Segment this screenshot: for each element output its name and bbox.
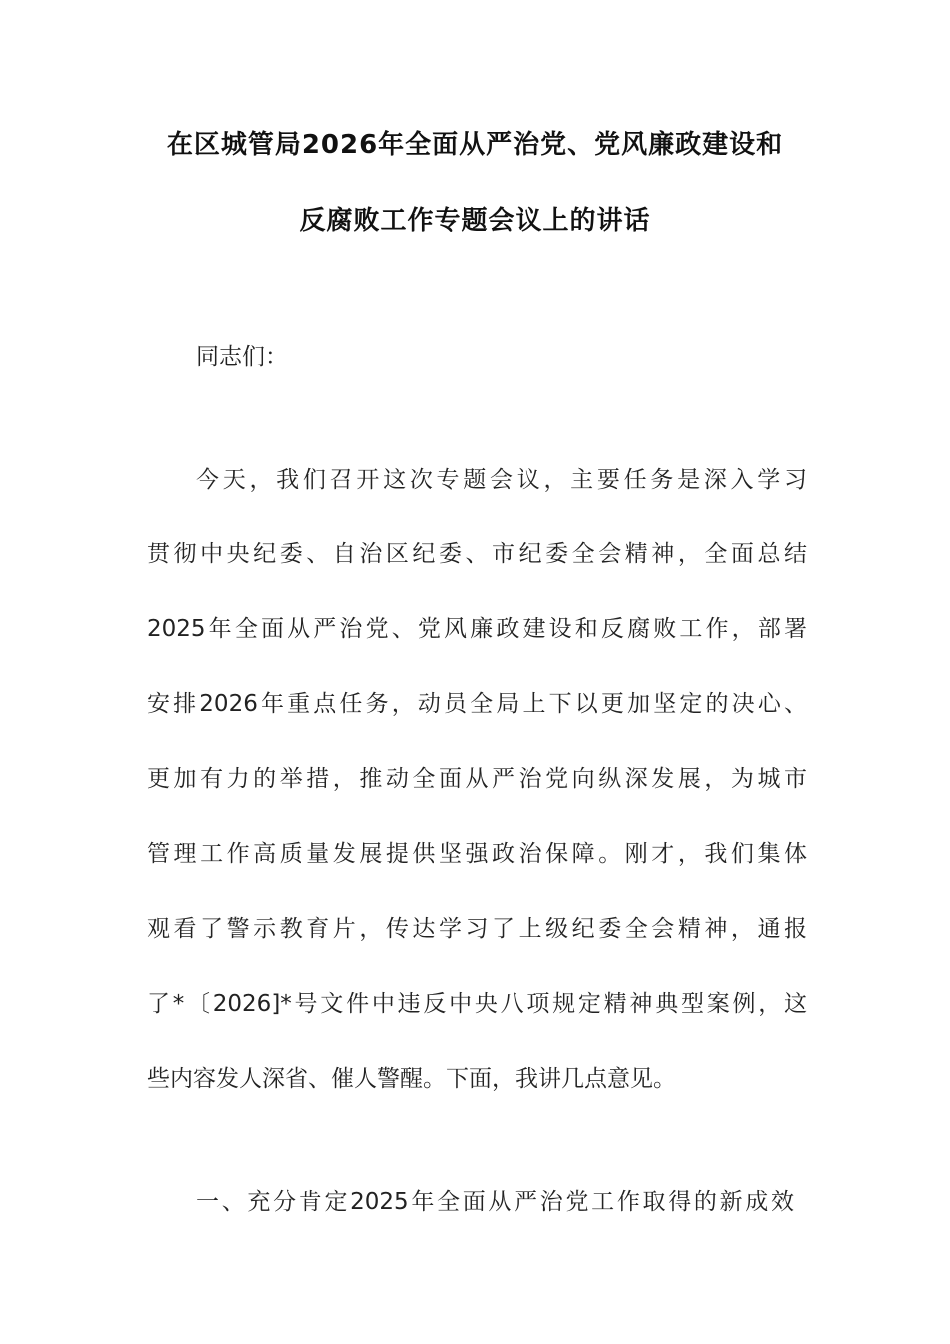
- section-heading: 一、充分肯定2025年全面从严治党工作取得的新成效: [196, 1189, 794, 1215]
- paragraph-line: 贯彻中央纪委、自治区纪委、市纪委全会精神，全面总结: [147, 541, 807, 567]
- document-title-line-1: 在区城管局2026年全面从严治党、党风廉政建设和: [166, 130, 784, 160]
- paragraph-line: 了*〔2026]*号文件中违反中央八项规定精神典型案例，这: [147, 991, 807, 1017]
- salutation: 同志们：: [196, 344, 288, 370]
- paragraph-line: 些内容发人深省、催人警醒。下面，我讲几点意见。: [147, 1066, 676, 1092]
- paragraph-line: 更加有力的举措，推动全面从严治党向纵深发展，为城市: [147, 766, 807, 792]
- document-title-line-2: 反腐败工作专题会议上的讲话: [299, 206, 651, 236]
- paragraph-line: 管理工作高质量发展提供坚强政治保障。刚才，我们集体: [147, 841, 807, 867]
- paragraph-line: 2025年全面从严治党、党风廉政建设和反腐败工作，部署: [147, 616, 807, 642]
- paragraph-line: 安排2026年重点任务，动员全局上下以更加坚定的决心、: [147, 691, 807, 717]
- paragraph-line: 观看了警示教育片，传达学习了上级纪委全会精神，通报: [147, 916, 807, 942]
- paragraph-line: 今天，我们召开这次专题会议，主要任务是深入学习: [196, 467, 807, 493]
